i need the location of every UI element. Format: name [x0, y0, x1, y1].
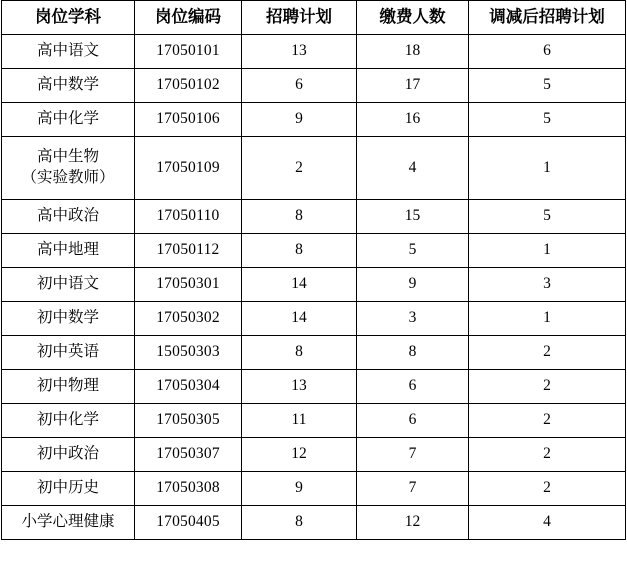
subject-label: 高中地理	[36, 241, 99, 259]
cell-adjusted-plan: 6	[469, 35, 626, 69]
cell-paid: 4	[357, 137, 469, 200]
cell-code: 17050302	[135, 302, 242, 336]
subject-label: 初中政治	[36, 445, 99, 463]
cell-adjusted-plan: 1	[469, 302, 626, 336]
cell-plan: 13	[242, 370, 357, 404]
table-row	[2, 69, 626, 103]
subject-label: 高中化学	[36, 110, 99, 128]
cell-subject	[2, 404, 135, 438]
column-header-plan: 招聘计划	[242, 1, 357, 35]
cell-adjusted-plan: 3	[469, 268, 626, 302]
cell-adjusted-plan: 5	[469, 103, 626, 137]
cell-adjusted-plan: 2	[469, 404, 626, 438]
cell-plan: 8	[242, 234, 357, 268]
cell-paid: 17	[357, 69, 469, 103]
recruitment-plan-table	[1, 0, 626, 540]
table-row	[2, 472, 626, 506]
cell-adjusted-plan: 1	[469, 234, 626, 268]
subject-label: 高中生物	[36, 148, 99, 166]
cell-plan: 9	[242, 472, 357, 506]
subject-label: 高中语文	[36, 42, 99, 60]
cell-adjusted-plan: 2	[469, 472, 626, 506]
table-row	[2, 370, 626, 404]
subject-label: 初中历史	[36, 479, 99, 497]
table-row	[2, 506, 626, 540]
cell-code: 17050405	[135, 506, 242, 540]
cell-subject	[2, 200, 135, 234]
table-row	[2, 103, 626, 137]
cell-paid: 15	[357, 200, 469, 234]
cell-paid: 3	[357, 302, 469, 336]
cell-subject	[2, 370, 135, 404]
cell-plan: 13	[242, 35, 357, 69]
cell-subject	[2, 302, 135, 336]
cell-subject	[2, 103, 135, 137]
cell-code: 17050308	[135, 472, 242, 506]
cell-adjusted-plan: 5	[469, 69, 626, 103]
subject-label: 初中数学	[36, 309, 99, 327]
cell-code: 17050109	[135, 137, 242, 200]
cell-plan: 14	[242, 302, 357, 336]
cell-code: 17050101	[135, 35, 242, 69]
cell-subject	[2, 336, 135, 370]
subject-label: 初中化学	[36, 411, 99, 429]
subject-label: 小学心理健康	[21, 513, 115, 531]
column-header-adjusted-plan: 调减后招聘计划	[469, 1, 626, 35]
cell-plan: 11	[242, 404, 357, 438]
table-row	[2, 35, 626, 69]
cell-subject	[2, 234, 135, 268]
column-header-subject: 岗位学科	[2, 1, 135, 35]
table-row	[2, 404, 626, 438]
table-row	[2, 137, 626, 200]
column-header-code: 岗位编码	[135, 1, 242, 35]
cell-subject	[2, 137, 135, 200]
cell-code: 17050102	[135, 69, 242, 103]
cell-plan: 8	[242, 506, 357, 540]
cell-subject	[2, 472, 135, 506]
cell-plan: 2	[242, 137, 357, 200]
subject-label: 高中数学	[36, 76, 99, 94]
cell-adjusted-plan: 2	[469, 438, 626, 472]
table-row	[2, 200, 626, 234]
cell-code: 17050307	[135, 438, 242, 472]
cell-paid: 6	[357, 404, 469, 438]
cell-plan: 6	[242, 69, 357, 103]
cell-code: 17050106	[135, 103, 242, 137]
cell-plan: 8	[242, 200, 357, 234]
cell-paid: 7	[357, 438, 469, 472]
table-header	[2, 1, 626, 35]
cell-code: 17050301	[135, 268, 242, 302]
cell-adjusted-plan: 4	[469, 506, 626, 540]
table-body	[2, 35, 626, 540]
cell-paid: 9	[357, 268, 469, 302]
table-header-row	[2, 1, 626, 35]
cell-paid: 6	[357, 370, 469, 404]
cell-paid: 16	[357, 103, 469, 137]
subject-label: 初中英语	[36, 343, 99, 361]
cell-plan: 14	[242, 268, 357, 302]
cell-adjusted-plan: 1	[469, 137, 626, 200]
cell-paid: 7	[357, 472, 469, 506]
cell-subject	[2, 35, 135, 69]
cell-code: 17050305	[135, 404, 242, 438]
table-row	[2, 302, 626, 336]
cell-adjusted-plan: 2	[469, 336, 626, 370]
cell-adjusted-plan: 5	[469, 200, 626, 234]
cell-paid: 8	[357, 336, 469, 370]
cell-subject	[2, 438, 135, 472]
table-row	[2, 234, 626, 268]
cell-subject	[2, 268, 135, 302]
cell-subject	[2, 506, 135, 540]
table-row	[2, 438, 626, 472]
cell-code: 17050110	[135, 200, 242, 234]
subject-label: 初中语文	[36, 275, 99, 293]
table-row	[2, 336, 626, 370]
cell-plan: 8	[242, 336, 357, 370]
cell-code: 17050304	[135, 370, 242, 404]
table-row	[2, 268, 626, 302]
subject-label: 高中政治	[36, 207, 99, 225]
cell-subject	[2, 69, 135, 103]
cell-code: 17050112	[135, 234, 242, 268]
cell-paid: 18	[357, 35, 469, 69]
subject-sublabel: （实验教师）	[21, 169, 115, 186]
cell-paid: 5	[357, 234, 469, 268]
subject-label: 初中物理	[36, 377, 99, 395]
cell-adjusted-plan: 2	[469, 370, 626, 404]
cell-plan: 12	[242, 438, 357, 472]
cell-paid: 12	[357, 506, 469, 540]
column-header-paid: 缴费人数	[357, 1, 469, 35]
cell-plan: 9	[242, 103, 357, 137]
cell-code: 15050303	[135, 336, 242, 370]
